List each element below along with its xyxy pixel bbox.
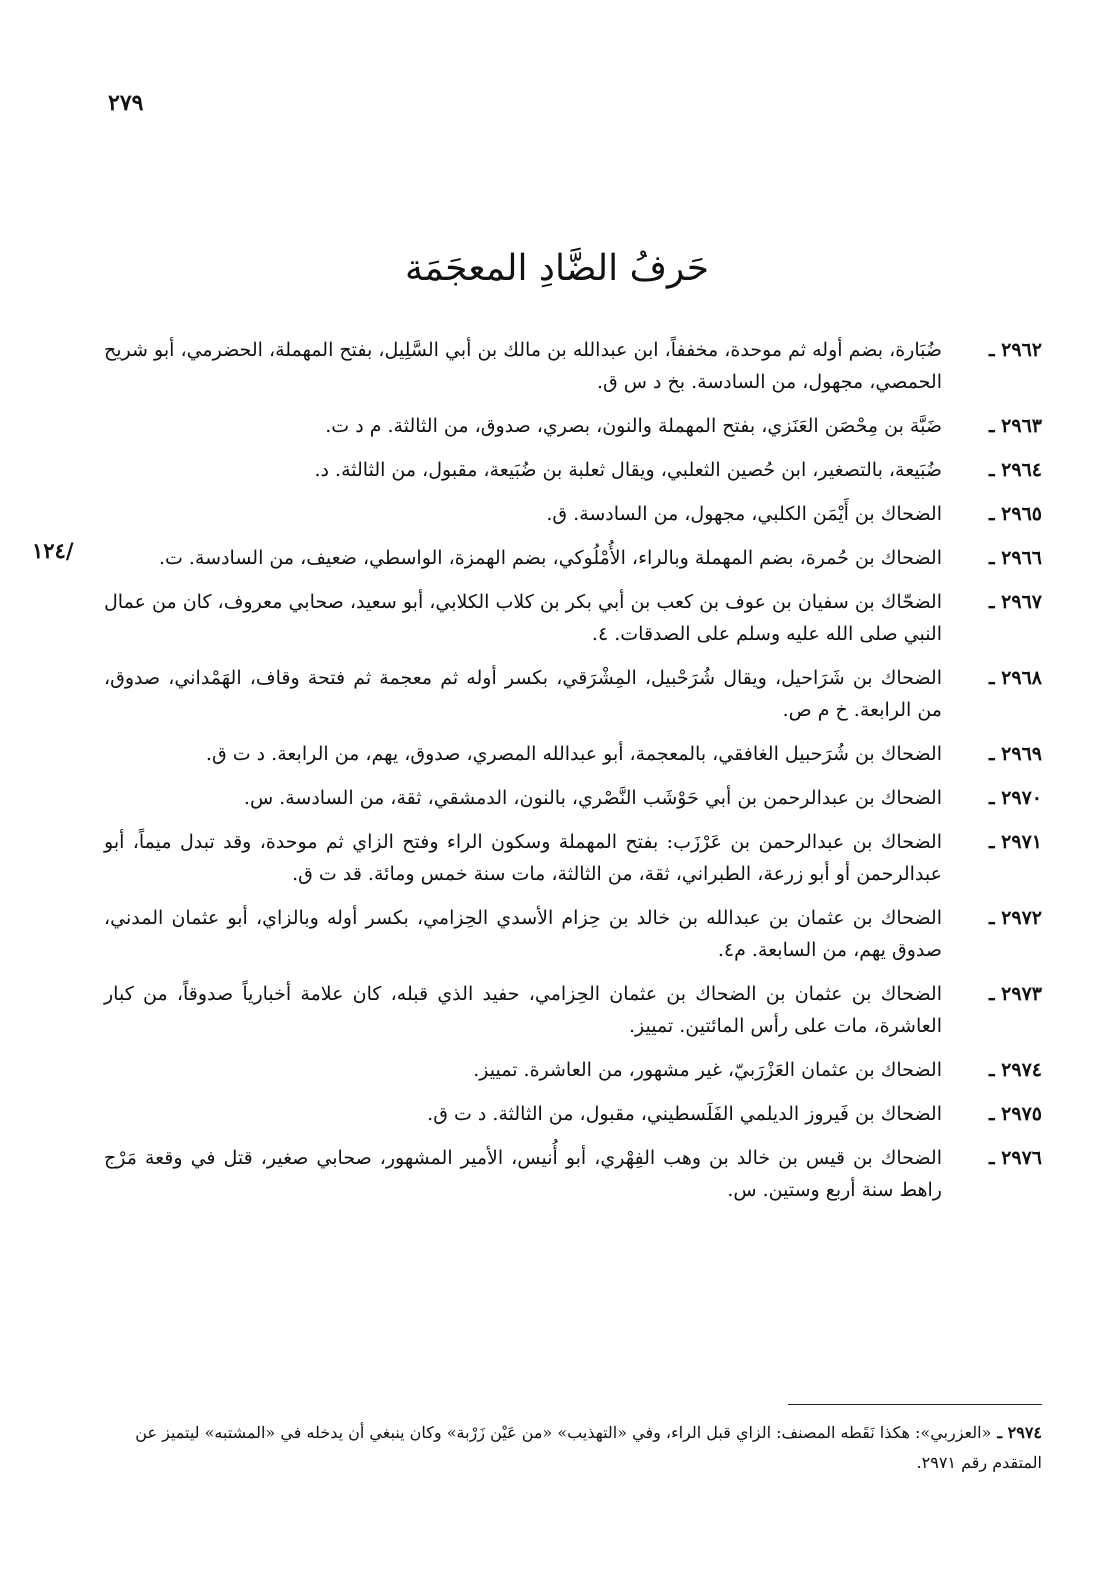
- entry-number: ٢٩٧٦ ـ: [988, 1147, 1042, 1169]
- entry-text: الضحاك بن عثمان بن الضحاك بن عثمان الحِزامي، حفيد الذي قبله، كان علامة أخبارياً صدوقاً، من كبار العاشرة، مات على رأس المائتين. تمييز.: [104, 983, 942, 1037]
- entry-number: ٢٩٦٩ ـ: [988, 743, 1042, 765]
- footnote: [104, 1418, 1042, 1478]
- entry-2976: [104, 1142, 1042, 1206]
- entry-text: الضحاك بن عبدالرحمن بن عَرْزَب: بفتح المهملة وسكون الراء وفتح الزاي ثم موحدة، وقد تبدل ميماً، أبو عبدالرحمن أو أبو زرعة، الطبراني، ثقة، من الثالثة، مات سنة خمس ومائة. قد ت ق.: [104, 831, 942, 885]
- entry-2966: [104, 542, 1042, 574]
- entry-2969: [104, 738, 1042, 770]
- entry-2968: [104, 662, 1042, 726]
- entry-number: ٢٩٦٨ ـ: [988, 667, 1042, 689]
- entry-text: الضحاك بن أَيْمَن الكلبي، مجهول، من السادسة. ق.: [546, 503, 942, 525]
- entry-text: الضحاك بن قيس بن خالد بن وهب الفِهْري، أبو أُنيس، الأمير المشهور، صحابي صغير، قتل في وقعة مَرْج راهط سنة أربع وستين. س.: [104, 1147, 942, 1201]
- entry-2973: [104, 978, 1042, 1042]
- entry-2975: [104, 1098, 1042, 1130]
- entry-text: الضحاك بن فَيروز الديلمي الفَلَسطيني، مقبول، من الثالثة. د ت ق.: [427, 1103, 942, 1125]
- page-number: ٢٧٩: [108, 90, 144, 116]
- entry-number: ٢٩٦٧ ـ: [988, 591, 1042, 613]
- entry-number: ٢٩٧٢ ـ: [988, 907, 1042, 929]
- footnote-text: «العزربي»: هكذا نَقَطه المصنف: الزاي قبل الراء، وفي «التهذيب» «من عَيْن زَرْبة» وكان ينبغي أن يدخله في «المشتبه» ليتميز عن المتقدم رقم ٢٩٧١.: [135, 1423, 1042, 1472]
- entry-text: الضحاك بن عبدالرحمن بن أبي حَوْشَب النَّصْري، بالنون، الدمشقي، ثقة، من السادسة. س.: [243, 787, 942, 809]
- entry-number: ٢٩٦٥ ـ: [988, 503, 1042, 525]
- entry-text: الضحاك بن عثمان العَزْرَبيّ، غير مشهور، من العاشرة. تمييز.: [473, 1059, 942, 1081]
- entries-list: [104, 334, 1042, 1218]
- footnote-number: ٢٩٧٤ ـ: [997, 1423, 1042, 1442]
- entry-2964: [104, 454, 1042, 486]
- entry-2971: [104, 826, 1042, 890]
- chapter-title: حَرفُ الضَّادِ المعجَمَة: [404, 248, 709, 289]
- entry-text: الضحاك بن شَرَاحيل، ويقال شُرَحْبيل، المِشْرَقي، بكسر أوله ثم معجمة ثم فتحة وقاف، الهَمْداني، صدوق، من الرابعة. خ م ص.: [104, 667, 942, 721]
- entry-text: ضَبَّة بن مِحْصَن العَنَزي، بفتح المهملة والنون، بصري، صدوق، من الثالثة. م د ت.: [325, 415, 942, 437]
- entry-number: ٢٩٦٤ ـ: [988, 459, 1042, 481]
- entry-text: ضُبَارة، بضم أوله ثم موحدة، مخففاً، ابن عبدالله بن مالك بن أبي السَّلِيل، بفتح المهملة، الحضرمي، أبو شريح الحمصي، مجهول، من السادسة. بخ د س ق.: [104, 339, 942, 393]
- entry-2970: [104, 782, 1042, 814]
- footnote-separator: [788, 1404, 1042, 1405]
- entry-number: ٢٩٧٣ ـ: [988, 983, 1042, 1005]
- entry-number: ٢٩٦٢ ـ: [988, 339, 1042, 361]
- entry-2965: [104, 498, 1042, 530]
- entry-number: ٢٩٧١ ـ: [988, 831, 1042, 853]
- entry-text: ضُبَيعة، بالتصغير، ابن حُصين الثعلبي، ويقال ثعلبة بن ضُبَيعة، مقبول، من الثالثة. د.: [314, 459, 942, 481]
- entry-number: ٢٩٦٣ ـ: [988, 415, 1042, 437]
- entry-number: ٢٩٧٥ ـ: [988, 1103, 1042, 1125]
- entry-2974: [104, 1054, 1042, 1086]
- entry-2962: [104, 334, 1042, 398]
- margin-reference: /١٢٤: [32, 538, 74, 563]
- entry-number: ٢٩٧٠ ـ: [988, 787, 1042, 809]
- entry-number: ٢٩٧٤ ـ: [988, 1059, 1042, 1081]
- entry-number: ٢٩٦٦ ـ: [988, 547, 1042, 569]
- entry-text: الضحاك بن عثمان بن عبدالله بن خالد بن حِزام الأسدي الحِزامي، بكسر أوله وبالزاي، أبو عثمان المدني، صدوق يهم، من السابعة. م٤.: [104, 907, 942, 961]
- entry-text: الضحّاك بن سفيان بن عوف بن كعب بن أبي بكر بن كلاب الكلابي، أبو سعيد، صحابي معروف، كان من عمال النبي صلى الله عليه وسلم على الصدقات. ٤.: [104, 591, 942, 645]
- entry-text: الضحاك بن شُرَحبيل الغافقي، بالمعجمة، أبو عبدالله المصري، صدوق، يهم، من الرابعة. د ت ق.: [205, 743, 942, 765]
- entry-2972: [104, 902, 1042, 966]
- entry-text: الضحاك بن حُمرة، بضم المهملة وبالراء، الأُمْلُوكي، بضم الهمزة، الواسطي، ضعيف، من السادسة. ت.: [158, 547, 942, 569]
- entry-2967: [104, 586, 1042, 650]
- entry-2963: [104, 410, 1042, 442]
